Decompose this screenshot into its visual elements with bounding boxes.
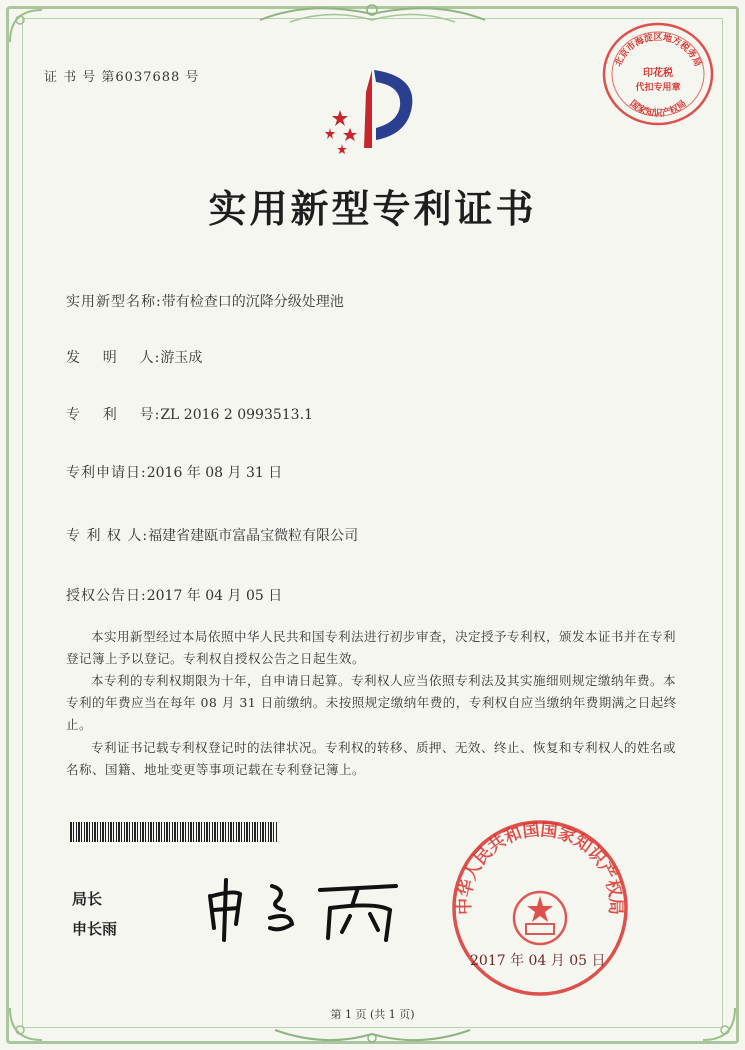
handwritten-signature — [200, 866, 410, 944]
page-footer: 第 1 页 (共 1 页) — [330, 1008, 415, 1021]
field-filing-date — [66, 462, 282, 482]
cnipa-logo — [320, 62, 420, 162]
field-utility-model-name — [66, 291, 344, 311]
body-paragraph-2: 本专利的专利权期限为十年，自申请日起算。专利权人应当依照专利法及其实施细则规定缴纳年费。本专利的年费应当在每年 08 月 31 日前缴纳。未按照规定缴纳年费的，专利权自应当缴纳年费期满之日起终止。 — [66, 673, 677, 732]
field-value: ZL 2016 2 0993513.1 — [160, 407, 313, 423]
field-inventor — [66, 347, 202, 367]
field-label: 专 利 权 人: — [66, 528, 149, 544]
seal-arc-text-top: 北京市海淀区地方税务局 — [613, 33, 703, 69]
seal-arc-text-bottom: 国家知识产权局 — [627, 98, 689, 119]
seal-date: 2017 年 04 月 05 日 — [470, 953, 606, 969]
corner-ornament-top-left — [6, 6, 46, 46]
barcode — [70, 822, 278, 842]
field-value: 2017 年 04 月 05 日 — [146, 588, 283, 604]
bottom-ornament — [270, 1024, 475, 1048]
svg-text:国家知识产权局 — [627, 97, 688, 119]
director-name: 申长雨 — [72, 920, 118, 938]
field-label: 专 利 号: — [66, 407, 161, 423]
field-label: 实用新型名称: — [66, 294, 162, 310]
field-label: 授权公告日: — [66, 588, 147, 604]
field-value: 2016 年 08 月 31 日 — [146, 465, 283, 481]
tax-stamp-seal — [596, 18, 720, 130]
seal-inner-line-2: 代扣专用章 — [635, 83, 681, 93]
cnipa-official-seal — [450, 818, 630, 998]
field-patent-number — [66, 404, 313, 424]
svg-text:北京市海淀区地方税务局 — [612, 31, 704, 68]
field-label: 发 明 人: — [66, 350, 161, 366]
field-label: 专利申请日: — [66, 465, 147, 481]
certificate-title: 实用新型专利证书 — [208, 186, 537, 231]
director-title: 局长 — [72, 890, 103, 908]
body-paragraph-1: 本实用新型经过本局依照中华人民共和国专利法进行初步审查，决定授予专利权，颁发本证书并在专利登记簿上予以登记。专利权自授权公告之日起生效。 — [66, 629, 677, 666]
field-value: 游玉成 — [160, 350, 203, 366]
top-ornament — [250, 0, 495, 26]
certificate-number: 证 书 号 第6037688 号 — [44, 70, 200, 85]
field-value: 福建省建瓯市富晶宝微粒有限公司 — [148, 528, 359, 544]
field-patentee — [66, 525, 358, 545]
seal-inner-line-1: 印花税 — [643, 68, 673, 79]
field-grant-date — [66, 585, 282, 605]
body-paragraph-3: 专利证书记载专利权登记时的法律状况。专利权的转移、质押、无效、终止、恢复和专利权人的姓名或名称、国籍、地址变更等事项记载在专利登记簿上。 — [66, 740, 677, 777]
field-value: 带有检查口的沉降分级处理池 — [161, 294, 344, 310]
seal-arc-text: 中华人民共和国国家知识产权局 — [454, 820, 626, 916]
